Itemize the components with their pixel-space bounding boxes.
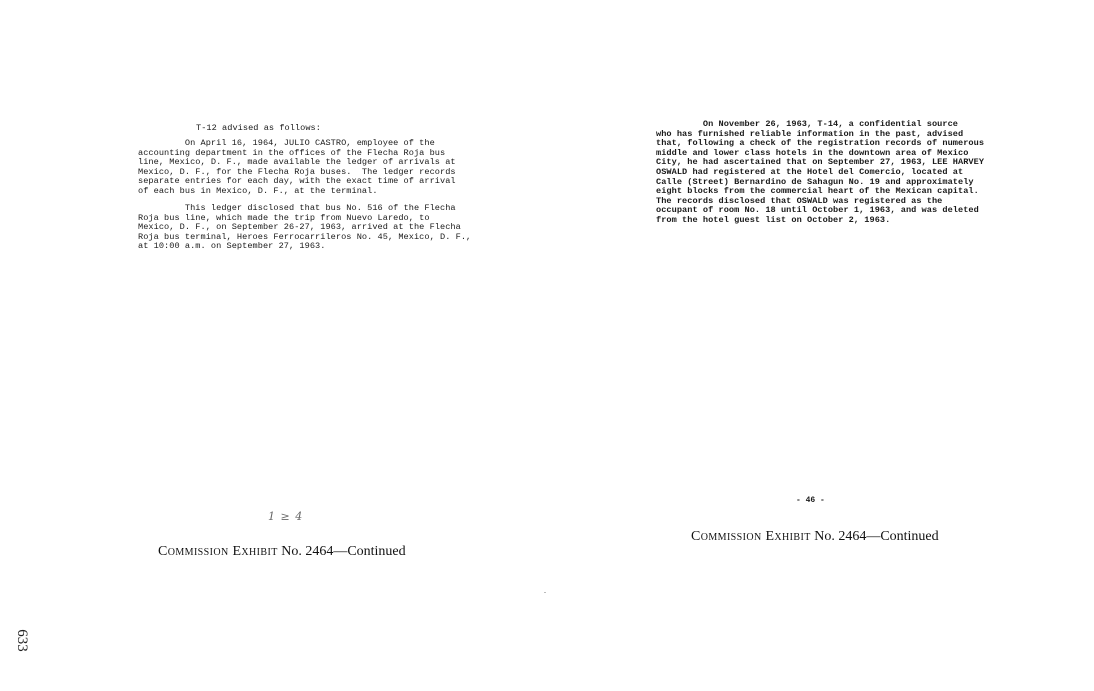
left-page-paragraph-1: On April 16, 1964, JULIO CASTRO, employee of the accounting department in the offices of the Flecha Roja bus line, Mexico, D. F., made available the ledger of arrivals at Mexico, D. F., for the Flecha Roja buses. The ledger records separate entries for each day, with the exact time of arrival of each bus in Mexico, D. F., at the terminal.: [138, 138, 456, 196]
speck: [544, 592, 546, 593]
right-page-number: - 46 -: [796, 496, 825, 505]
right-caption: [691, 529, 939, 545]
left-caption: [158, 544, 406, 560]
left-page-heading: T-12 advised as follows:: [196, 123, 321, 133]
right-page-paragraph-1: On November 26, 1963, T-14, a confidential source who has furnished reliable information in the past, advised that, following a check of the registration records of numerous middle and lower class hotels in the downtown area of Mexico City, he had ascertained that on September 27, 1963, LEE HARVEY OSWALD had registered at the Hotel del Comercio, located at Calle (Street) Bernardino de Sahagun No. 19 and approximately eight blocks from the commercial heart of the Mexican capital. The records disclosed that OSWALD was registered as the occupant of room No. 18 until October 1, 1963, and was deleted from the hotel guest list on October 2, 1963.: [656, 119, 985, 225]
right-caption-suffix: No. 2464—Continued: [814, 529, 939, 544]
right-caption-prefix: Commission Exhibit: [691, 529, 811, 544]
left-caption-suffix: No. 2464—Continued: [281, 544, 406, 559]
left-page-paragraph-2: This ledger disclosed that bus No. 516 of the Flecha Roja bus line, which made the trip from Nuevo Laredo, to Mexico, D. F., on September 26-27, 1963, arrived at the Flecha Roja bus terminal, Heroes Ferrocarrileros No. 45, Mexico, D. F., at 10:00 a.m. on September 27, 1963.: [138, 203, 472, 252]
side-page-number: 633: [13, 629, 30, 652]
handwritten-mark: 1 ≥ 4: [268, 510, 304, 523]
left-caption-prefix: Commission Exhibit: [158, 544, 278, 559]
